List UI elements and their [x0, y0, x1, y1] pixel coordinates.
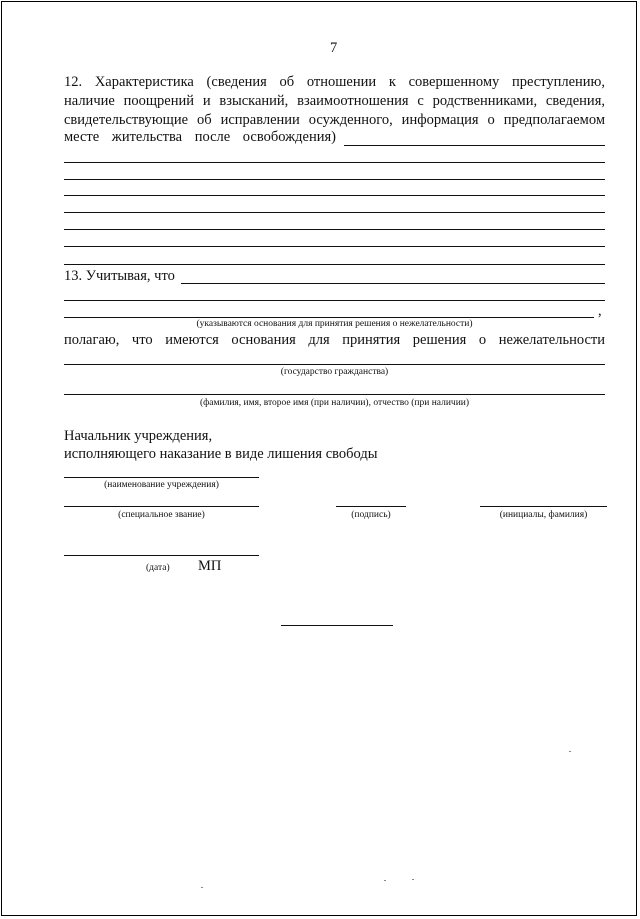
characteristic-line-2[interactable]	[64, 179, 605, 180]
section-12-line-2: наличие поощрений и взысканий, взаимоотношения с родственниками, сведения,	[64, 93, 605, 109]
section-12-fill-line[interactable]	[344, 145, 605, 146]
section-13-fill-line-3[interactable]	[64, 317, 594, 318]
basis-caption: (указываются основания для принятия решения о нежелательности)	[196, 319, 473, 329]
section-12-line-3: свидетельствующие об исправлении осужденного, информация о предполагаемом	[64, 112, 605, 128]
institution-caption: (наименование учреждения)	[104, 480, 219, 490]
signatory-title-line-1: Начальник учреждения,	[64, 428, 213, 444]
characteristic-line-3[interactable]	[64, 195, 605, 196]
characteristic-line-7[interactable]	[64, 264, 605, 265]
decision-text: полагаю, что имеются основания для принятия решения о нежелательности	[64, 332, 605, 348]
scan-speck	[201, 887, 203, 888]
rank-fill-line[interactable]	[64, 506, 259, 507]
state-fill-line[interactable]	[64, 364, 605, 365]
date-fill-line[interactable]	[64, 555, 259, 556]
initials-caption: (инициалы, фамилия)	[499, 510, 588, 520]
name-fill-line[interactable]	[64, 394, 605, 395]
name-caption: (фамилия, имя, второе имя (при наличии), отчество (при наличии)	[199, 398, 470, 408]
state-caption: (государство гражданства)	[280, 367, 389, 377]
rank-caption: (специальное звание)	[118, 510, 205, 520]
scan-speck	[412, 879, 414, 880]
characteristic-line-4[interactable]	[64, 212, 605, 213]
scan-speck	[569, 751, 571, 752]
characteristic-line-6[interactable]	[64, 246, 605, 247]
section-13-fill-line-1[interactable]	[181, 283, 605, 284]
section-13-comma: ,	[598, 303, 602, 319]
signature-fill-line[interactable]	[336, 506, 406, 507]
page-number: 7	[330, 40, 338, 56]
section-12-line-1: 12. Характеристика (сведения об отношении к совершенному преступлению,	[64, 74, 605, 90]
scan-speck	[384, 880, 386, 881]
section-13-label: 13. Учитывая, что	[64, 268, 175, 284]
characteristic-line-1[interactable]	[64, 162, 605, 163]
signature-caption: (подпись)	[351, 510, 391, 520]
end-separator	[281, 625, 393, 626]
characteristic-line-5[interactable]	[64, 229, 605, 230]
stamp-label: МП	[198, 558, 222, 574]
section-13-fill-line-2[interactable]	[64, 300, 605, 301]
institution-fill-line[interactable]	[64, 477, 259, 478]
initials-fill-line[interactable]	[480, 506, 607, 507]
date-caption: (дата)	[146, 563, 170, 573]
section-12-line-4: месте жительства после освобождения)	[64, 129, 336, 145]
signatory-title-line-2: исполняющего наказание в виде лишения свободы	[64, 446, 378, 462]
